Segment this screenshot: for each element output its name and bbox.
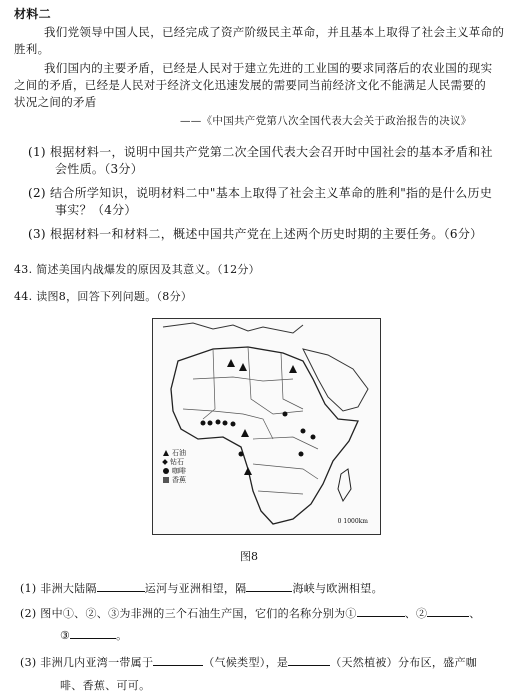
figure-label: 图8 — [240, 550, 258, 563]
border-line — [258, 491, 303, 494]
arabia-outline — [303, 349, 368, 411]
banana-legend-icon — [163, 477, 169, 483]
oil-symbol — [244, 467, 252, 475]
map-legend — [163, 449, 186, 485]
oil-symbol — [241, 429, 249, 437]
sub-question-1-line1: (1) 根据材料一，说明中国共产党第二次全国代表大会召开时中国社会的基本矛盾和社 — [28, 145, 493, 159]
sub-question-1-line2: 会性质。（3分） — [55, 162, 144, 176]
border-line — [183, 409, 273, 439]
border-line — [203, 349, 215, 419]
banana-symbol — [283, 412, 288, 417]
answer-blank[interactable] — [288, 654, 330, 666]
answer-blank[interactable] — [357, 605, 405, 617]
coffee-symbol — [231, 422, 236, 427]
banana-symbol — [239, 452, 244, 457]
material-text-line: 之间的矛盾，已经是人民对于经济文化迅速发展的需要同当前经济文化不能满足人民需要的 — [14, 78, 486, 92]
oil-symbol — [289, 365, 297, 373]
q44-part-3: (3) 非洲几内亚湾一带属于 （气候类型），是 （天然植被）分布区，盛产咖 — [20, 656, 478, 669]
coffee-symbol — [208, 421, 213, 426]
coffee-symbol — [216, 420, 221, 425]
coffee-symbol — [299, 452, 304, 457]
answer-blank[interactable] — [70, 627, 116, 639]
legend-item-banana: 香蕉 — [163, 476, 186, 485]
oil-symbol — [239, 363, 247, 371]
material-source: ——《中国共产党第八次全国代表大会关于政治报告的决议》 — [180, 115, 472, 127]
oil-symbol — [227, 359, 235, 367]
answer-blank[interactable] — [97, 580, 145, 592]
legend-item-coffee: 咖啡 — [163, 467, 186, 476]
border-line — [281, 353, 303, 409]
coffee-symbol — [311, 435, 316, 440]
coffee-symbol — [301, 429, 306, 434]
africa-map-drawing — [153, 319, 380, 534]
q44-part-2: (2) 图中①、②、③为非洲的三个石油生产国，它们的名称分别为① 、② 、 — [20, 607, 481, 620]
africa-map — [152, 318, 381, 535]
answer-blank[interactable] — [153, 654, 203, 666]
map-scale: 0 1000km — [337, 518, 368, 525]
q44-part-3-cont: 啡、香蕉、可可。 — [60, 679, 151, 692]
coffee-symbol — [201, 421, 206, 426]
q44-part-2-cont: ③ 。 — [60, 629, 128, 642]
legend-item-oil: 石油 — [163, 449, 186, 458]
coffee-legend-icon — [163, 468, 169, 474]
sub-question-3: (3) 根据材料一和材料二，概述中国共产党在上述两个历史时期的主要任务。（6分） — [28, 227, 483, 241]
border-line — [253, 437, 318, 449]
material-text-line: 我们国内的主要矛盾，已经是人民对于建立先进的工业国的要求同落后的农业国的现实 — [44, 61, 493, 75]
diamond-legend-icon — [162, 459, 168, 465]
oil-legend-icon — [163, 450, 169, 456]
coffee-symbol — [223, 421, 228, 426]
material-text-line: 状况之间的矛盾 — [14, 95, 97, 109]
answer-blank[interactable] — [246, 580, 292, 592]
question-44: 44. 读图8，回答下列问题。（8分） — [14, 290, 193, 303]
material-text-line: 我们党领导中国人民，已经完成了资产阶级民主革命，并且基本上取得了社会主义革命的 — [44, 25, 505, 39]
q44-part-1: (1) 非洲大陆隔 运河与亚洲相望，隔 海峡与欧洲相望。 — [20, 582, 383, 595]
material-text-line: 胜利。 — [14, 42, 50, 56]
legend-item-diamond: 钻石 — [163, 458, 186, 467]
sub-question-2-line2: 事实？（4分） — [55, 203, 137, 217]
material-title: 材料二 — [14, 7, 51, 21]
question-43: 43. 简述美国内战爆发的原因及其意义。（12分） — [14, 263, 260, 276]
europe-coast — [163, 323, 303, 333]
sub-question-2-line1: (2) 结合所学知识，说明材料二中"基本上取得了社会主义革命的胜利"指的是什么历史 — [28, 186, 493, 200]
madagascar-outline — [338, 469, 351, 501]
africa-outline — [171, 347, 358, 524]
border-line — [253, 464, 318, 479]
answer-blank[interactable] — [427, 605, 469, 617]
border-line — [193, 377, 293, 381]
